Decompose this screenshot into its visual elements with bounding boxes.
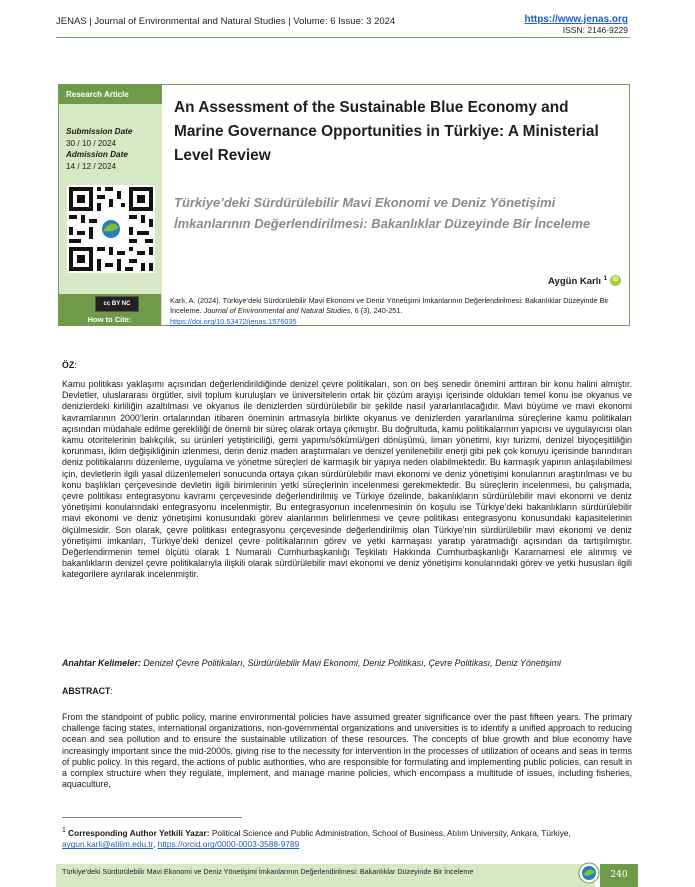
oz-body: Kamu politikası yaklaşımı açısından değerlendirildiğinde denizel çevre politikaları, son on beş senedir önemini arttıran bir konu halini almıştır. Devletler, uluslararası örgütler, sivil toplum kuruluşları ve üniversitelerin ortak bir çözüm arayışı içerisinde oldukları temel konu ise okyanus ve denizlerdeki kirliliğin azaltılması ve okyanus ile denizlerden sürdürülebilir bir şekilde nasıl yararlanılacağıdır. Mavi büyüme ve mavi ekonomi kavramlarının 2000’lerin ortalarından itibaren öneminin artmasıyla birlikte okyanus ve denizlerden yararlanılma süreçlerine kamu politikaları açısından müdahale edilme gerekliliği de önemli bir süreç olarak ortaya çıkmıştır. Bu doğrultuda, kamu politikalarının yapıcısı ve uygulayıcısı olan kamu otoritelerinin balıkçılık, su ürünleri yetiştiriciliği, gemi yapımı/sökümü/geri dönüşümü, liman yönetimi, kıyı turizmi, denizel biyoçeşitliliğin korunması, iklim değişikliğinin izlenmesi, derin deniz maden araştırmaları ve denizel yenilenebilir enerji gibi pek çok konuyu içerisinde barındıran deniz politikalarını düzenleme, uygulama ve yönetme süreçleri de karmaşık bir yapıya neden olabilmektedir. Bu karmaşık yapının anlaşılabilmesi için, devletlerin ilgili yasal düzenlemeleri sonucunda ortaya çıkan sürdürülebilir mavi ekonomi ve deniz yönetişimi konularının araştırılması ve bu konu başlıkları çerçevesinde devletin ilgili birimlerinin yetki süreçlerinin incelenmesi gerekmektedir. Bu süreçlerin incelenmesi, bu çalışmada, çevre politikası entegrasyonu kavramı çerçevesinde değerlendirilmiş ve Türkiye özelinde, bakanlıkların sürdürülebilir mavi ekonomi ve deniz yönetişimi konularındaki entegrasyonu incelenmiştir. Bu entegrasyonun incelenmesinin ön koşulu ise Türkiye’deki bakanlıkların sürdürülebilir mavi ekonomi ve deniz yönetişimi konusundaki görev alanlarının belirlenmesi ve çevre politikası entegrasyonu konusundaki kapasitelerinin ölçülmesidir. Son olarak, çevre politikası entegrasyonu çerçevesinde değerlendirilmiş olan Türkiye’nin sürdürülebilir mavi ekonomi ve deniz yönetişimi imkanları, Türkiye’deki denizel çevre politikalarının görev ve yetki karmaşası yaratıp yaratmadığı açısından da tartışılmıştır. Değerlendirmenin temel ölçütü olarak 1 Numaralı Cumhurbaşkanlığı Teşkilatı Hakkında Cumhurbaşkanlığı Kararnamesi ele alınmış ve bakanlıkların denizel çevre politikalarıyla ilişkili olarak sürdürülebilir mavi ekonomi ve deniz yönetişimi konularındaki görev ve yetki hususları ilgili kategorilere ayrılarak incelenmiştir. — [62, 379, 632, 580]
submission-label: Submission Date — [66, 127, 133, 136]
author-footnote-marker: 1 — [603, 276, 607, 282]
keywords — [62, 658, 632, 668]
orcid-icon[interactable]: iD — [610, 275, 621, 286]
article-title: An Assessment of the Sustainable Blue Economy and Marine Governance Opportunities in Türkiye: A Ministerial Level Review — [174, 99, 599, 164]
admission-label: Admission Date — [66, 150, 128, 160]
article-dates — [66, 126, 132, 172]
keywords-label: Anahtar Kelimeler: — [62, 658, 141, 668]
citation-text — [170, 296, 620, 327]
article-sidebar — [59, 85, 162, 325]
author-name-text: Aygün Karlı — [548, 276, 602, 288]
citation-journal: Journal of Environmental and Natural Studies — [203, 306, 351, 316]
footer-running-title: Türkiye’deki Sürdürülebilir Mavi Ekonomi ve Deniz Yönetişimi İmkanlarının Değerlendirilmesi: Bakanlıklar Düzeyinde Bir İnceleme — [62, 867, 474, 876]
journal-line: JENAS | Journal of Environmental and Natural Studies | Volume: 6 Issue: 3 2024 — [56, 16, 396, 27]
footnote-divider — [62, 817, 242, 818]
how-to-cite-label: How to Cite: — [87, 315, 132, 324]
cc-license-icon[interactable]: cc BY NC — [95, 296, 139, 312]
abstract-body: From the standpoint of public policy, marine environmental policies have assumed greater significance over the past fifteen years. The primary challenge facing states, international organizations, non-governmental organizations and universities is to identify a unified approach to reducing ocean and sea pollution and to ensure the sustainable utilization of these resources. The concepts of blue growth and blue economy have increasingly important since the mid-2000s, giving rise to the necessity for intervention in the processes of utilization of oceans and seas in terms of public policy. In this regard, the actions of public authorities, who are responsible for formulating and implementing public policies, can result in a complex structure when they regulate, implement, and manage marine policies, which encompass a multitude of issues, including fisheries, aquaculture, — [62, 712, 632, 790]
citation-body: Karlı, A. (2024). Türkiye’deki Sürdürülebilir Mavi Ekonomi ve Deniz Yönetişimi İmkanlarının Değerlendirilmesi: Bakanlıklar Düzeyinde Bir İnceleme. — [170, 296, 609, 316]
citation-volume: , 6 (3), 240-251. — [350, 306, 403, 316]
article-type-tag: Research Article — [59, 85, 162, 104]
footnote-affiliation: Political Science and Public Administration, School of Business, Atılım University, Ankara, Türkiye, — [209, 827, 571, 838]
header-divider — [56, 37, 630, 38]
admission-date: 14 / 12 / 2024 — [66, 161, 117, 171]
how-to-cite-panel — [58, 294, 161, 326]
article-subtitle-tr: Türkiye’deki Sürdürülebilir Mavi Ekonomi ve Deniz Yönetişimi İmkanlarının Değerlendirilmesi: Bakanlıklar Düzeyinde Bir İnceleme — [174, 195, 591, 231]
citation-doi-link[interactable]: https://doi.org/10.53472/jenas.1576035 — [170, 316, 297, 326]
page-footer — [56, 864, 595, 887]
keywords-text: Denizel Çevre Politikaları, Sürdürülebilir Mavi Ekonomi, Deniz Politikası, Çevre Politikası, Deniz Yönetişimi — [140, 658, 561, 668]
oz-heading: ÖZ: — [62, 360, 77, 370]
qr-code-icon[interactable] — [67, 185, 155, 273]
journal-url-link[interactable]: https://www.jenas.org — [524, 14, 628, 25]
footnote: $^1$ Corresponding Author Yetkili Yazar: Political Science and Public Administration, School of Business, Atılım University, Ankara, Türkiye, aygun.karli@atilim.edu.tr, https://orcid.org/0000-0003-3588-9789 — [62, 827, 571, 850]
author-name — [548, 276, 607, 287]
footnote-marker: 1 — [62, 827, 66, 834]
issn: ISSN: 2146-9229 — [562, 25, 628, 35]
page-number: 240 — [600, 864, 638, 887]
article-info-box — [58, 84, 630, 326]
submission-date: 30 / 10 / 2024 — [66, 138, 117, 148]
abstract-heading: ABSTRACT: — [62, 686, 113, 696]
author-orcid-link[interactable]: https://orcid.org/0000-0003-3588-9789 — [157, 839, 300, 850]
footnote-label: Corresponding Author Yetkili Yazar: — [68, 827, 210, 838]
jenas-logo-icon — [578, 862, 600, 884]
author-email-link[interactable]: aygun.karli@atilim.edu.tr — [62, 839, 153, 850]
